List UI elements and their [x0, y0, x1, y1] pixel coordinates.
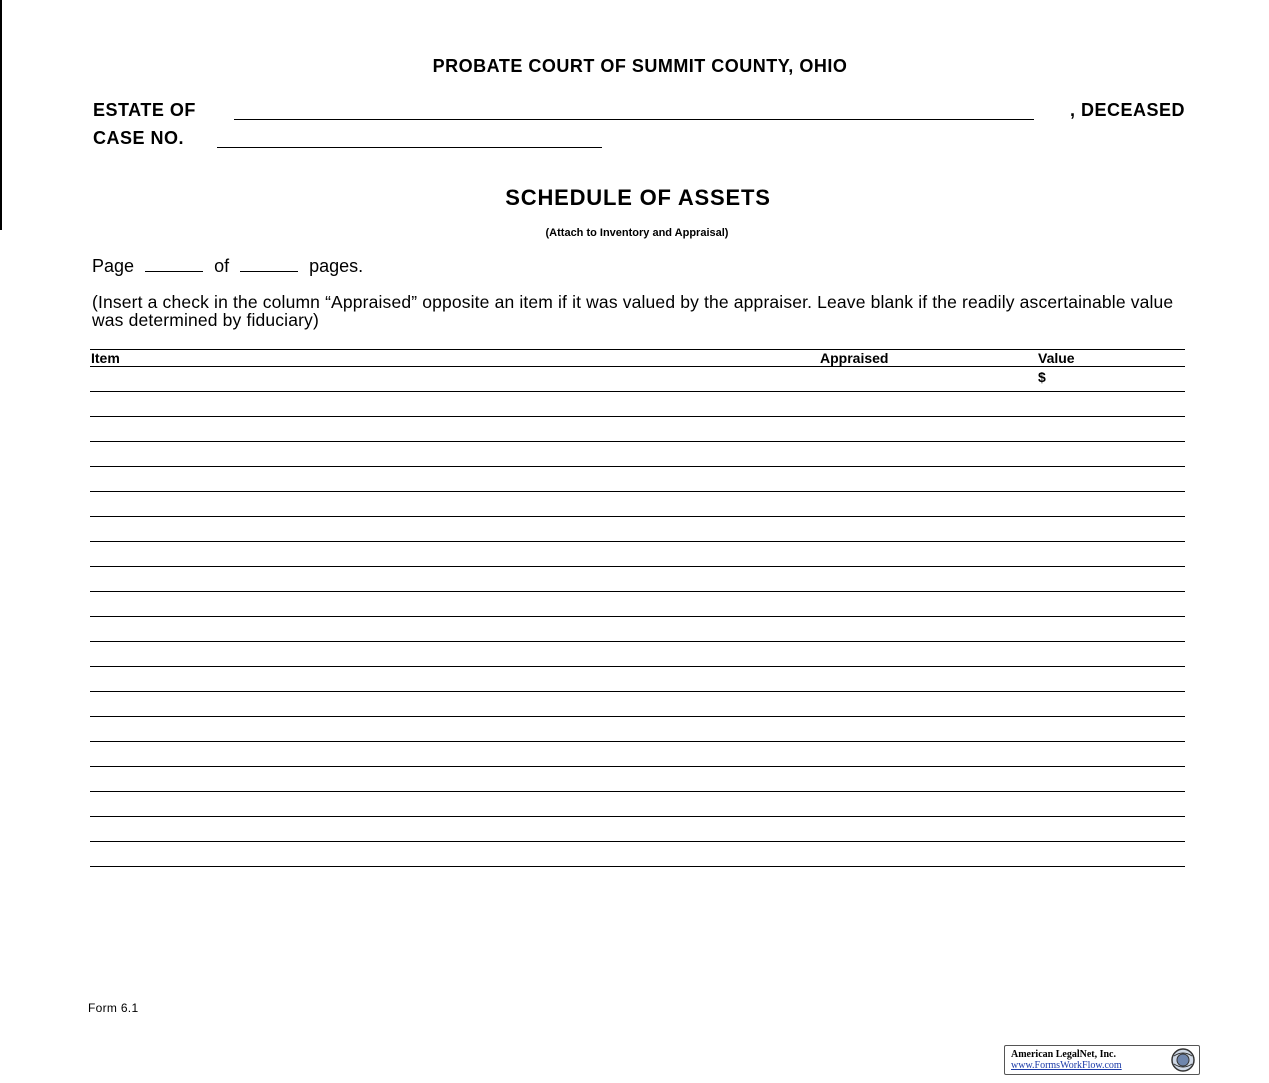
- table-row-line[interactable]: [90, 691, 1185, 692]
- table-row-line[interactable]: [90, 516, 1185, 517]
- schedule-title: SCHEDULE OF ASSETS: [505, 185, 771, 210]
- table-row-line[interactable]: [90, 666, 1185, 667]
- form-number: Form 6.1: [88, 1001, 139, 1015]
- currency-symbol: $: [1038, 369, 1046, 385]
- table-row-line[interactable]: [90, 791, 1185, 792]
- table-row-line[interactable]: [90, 391, 1185, 392]
- table-row-line[interactable]: [90, 366, 1185, 367]
- deceased-label: , DECEASED: [1069, 100, 1185, 120]
- instructions-text: (Insert a check in the column “Appraised” opposite an item if it was valued by the appraiser. Leave blank if the readily ascertainable value was determined by fiduciary): [92, 292, 1174, 330]
- publisher-link[interactable]: www.FormsWorkFlow.com: [1011, 1060, 1122, 1071]
- table-row-line[interactable]: [90, 641, 1185, 642]
- table-row-line[interactable]: [90, 491, 1185, 492]
- estate-of-row: [93, 100, 1185, 124]
- assets-table: [90, 349, 1185, 894]
- table-row-line[interactable]: [90, 866, 1185, 867]
- table-row-line[interactable]: [90, 591, 1185, 592]
- estate-name-field[interactable]: [234, 119, 1034, 120]
- column-header-item: Item: [91, 350, 120, 366]
- case-number-field[interactable]: [217, 147, 602, 148]
- page-word: Page: [92, 256, 135, 276]
- publisher-name: American LegalNet, Inc.: [1011, 1049, 1116, 1060]
- table-row-line[interactable]: [90, 616, 1185, 617]
- case-number-row: [93, 128, 613, 152]
- total-pages-field[interactable]: [240, 257, 298, 272]
- estate-of-label: ESTATE OF: [93, 100, 196, 120]
- pages-word: pages.: [309, 256, 364, 276]
- table-row-line[interactable]: [90, 741, 1185, 742]
- page-count-row: [92, 256, 363, 277]
- table-row-line[interactable]: [90, 441, 1185, 442]
- court-title: PROBATE COURT OF SUMMIT COUNTY, OHIO: [432, 56, 848, 76]
- column-header-appraised: Appraised: [820, 350, 889, 366]
- of-word: of: [214, 256, 230, 276]
- column-header-value: Value: [1038, 350, 1075, 366]
- globe-icon: [1170, 1047, 1196, 1073]
- table-row-line[interactable]: [90, 816, 1185, 817]
- table-top-rule: [90, 349, 1185, 350]
- table-row-line[interactable]: [90, 716, 1185, 717]
- table-row-line[interactable]: [90, 416, 1185, 417]
- publisher-logo: [1004, 1045, 1200, 1075]
- page-number-field[interactable]: [145, 257, 203, 272]
- case-number-label: CASE NO.: [93, 128, 185, 148]
- table-row-line[interactable]: [90, 766, 1185, 767]
- table-row-line[interactable]: [90, 566, 1185, 567]
- attach-note: (Attach to Inventory and Appraisal): [545, 227, 729, 239]
- table-row-line[interactable]: [90, 541, 1185, 542]
- table-row-line[interactable]: [90, 466, 1185, 467]
- table-row-line[interactable]: [90, 841, 1185, 842]
